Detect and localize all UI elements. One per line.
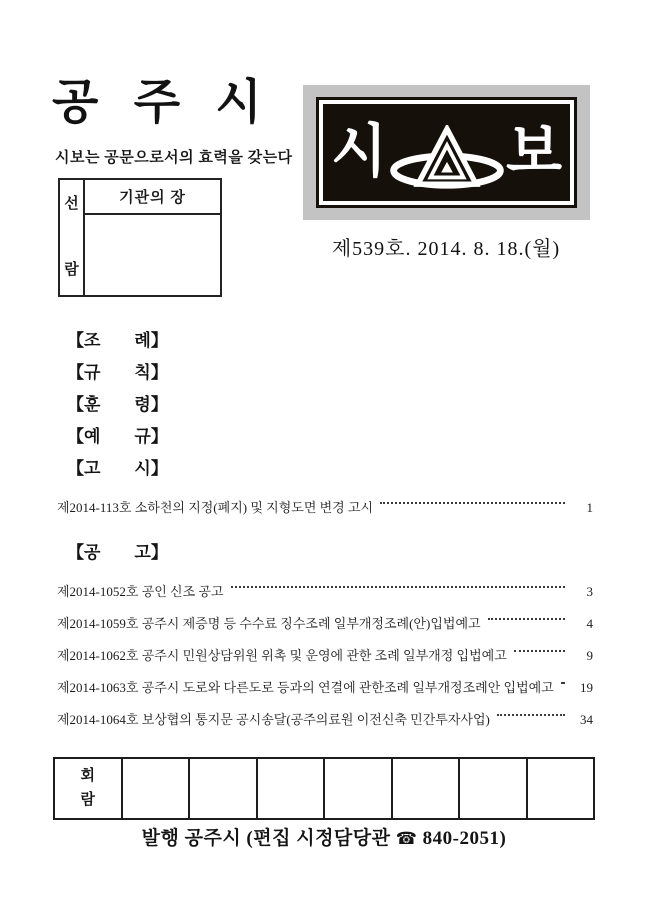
gazette-logo	[303, 85, 590, 220]
phone-icon: ☎	[395, 829, 418, 849]
gazette-slogan: 시보는 공문으로서의 효력을 갖는다	[55, 150, 293, 166]
toc-item	[57, 572, 593, 604]
preview-approval-table	[58, 178, 222, 297]
toc-item-title: 제2014-113호 소하천의 지정(폐지) 및 지형도면 변경 고시	[57, 500, 374, 515]
toc-item	[57, 604, 593, 636]
circulation-table	[53, 757, 595, 820]
circulation-label-cell	[55, 759, 123, 818]
toc-item-page: 19	[580, 680, 593, 695]
gazette-logo-inner	[319, 100, 574, 205]
toc-item	[57, 668, 593, 700]
circulation-cell	[393, 759, 461, 818]
logo-char-si: 시	[331, 118, 388, 184]
toc-section-directive: 【훈 령】	[67, 395, 168, 414]
toc-item-title: 제2014-1063호 공주시 도로와 다른도로 등과의 연결에 관한조례 일부개정조례안 입법예고	[57, 680, 554, 695]
circulation-cell	[460, 759, 528, 818]
preview-side-label-bottom: 람	[64, 262, 79, 278]
toc-item-page: 1	[586, 500, 593, 515]
preview-side-column	[60, 180, 85, 295]
dotted-leader	[554, 668, 569, 692]
toc-item-title: 제2014-1062호 공주시 민원상담위원 위촉 및 운영에 관한 조례 일부개정 입법예고	[57, 648, 507, 663]
agency-head-label: 기관의 장	[85, 180, 220, 215]
issue-number-date: 제539호. 2014. 8. 18.(월)	[331, 238, 561, 260]
gazette-logo-frame	[316, 97, 577, 208]
circulation-cell	[258, 759, 326, 818]
circulation-cell	[528, 759, 594, 818]
table-of-contents	[57, 332, 593, 732]
toc-item	[57, 488, 593, 520]
toc-item	[57, 636, 593, 668]
circulation-cell	[190, 759, 258, 818]
publisher-prefix: 발행 공주시 (편집 시정담당관	[141, 828, 396, 849]
toc-section-rules: 【규 칙】	[67, 363, 168, 382]
toc-item-page: 9	[586, 648, 593, 663]
dotted-leader	[373, 488, 569, 512]
toc-item-page: 3	[586, 584, 593, 599]
publisher-line	[53, 823, 595, 850]
preview-main-column	[85, 180, 220, 295]
circulation-cell	[325, 759, 393, 818]
circulation-cell	[123, 759, 191, 818]
dotted-leader	[481, 604, 569, 628]
toc-item-title: 제2014-1059호 공주시 제증명 등 수수료 징수조례 일부개정조례(안)입법예고	[57, 616, 481, 631]
preview-side-label-top: 선	[64, 196, 79, 212]
circulation-label-top: 회	[80, 768, 95, 785]
toc-item-page: 34	[580, 712, 593, 727]
toc-section-established-rules: 【예 규】	[67, 427, 168, 446]
toc-item-title: 제2014-1052호 공인 신조 공고	[57, 584, 224, 599]
toc-section-notice: 【고 시】	[67, 459, 168, 478]
toc-item	[57, 700, 593, 732]
signature-cell	[85, 215, 220, 295]
publisher-suffix: 840-2051)	[417, 828, 507, 849]
dotted-leader	[224, 572, 569, 596]
logo-char-bo: 보	[505, 118, 562, 184]
toc-item-title: 제2014-1064호 보상협의 통지문 공시송달(공주의료원 이전신축 민간투자사업)	[57, 712, 490, 727]
toc-section-announcement: 【공 고】	[67, 543, 168, 562]
gongju-city-emblem-icon	[388, 125, 506, 191]
toc-item-page: 4	[586, 616, 593, 631]
city-title: 공 주 시	[52, 76, 265, 129]
toc-section-ordinance: 【조 례】	[67, 331, 168, 350]
circulation-label-bottom: 람	[80, 791, 95, 808]
dotted-leader	[490, 700, 569, 724]
dotted-leader	[507, 636, 569, 660]
